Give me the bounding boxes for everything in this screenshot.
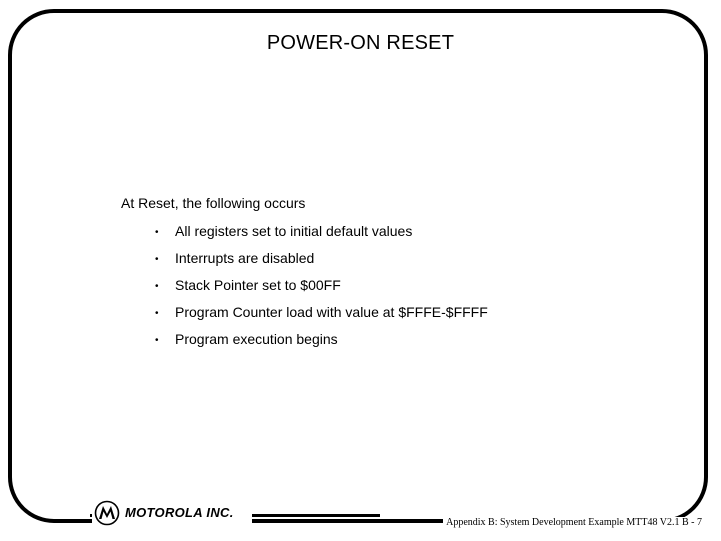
bullet-text: Interrupts are disabled — [175, 250, 315, 266]
bullet-dot: • — [155, 335, 159, 346]
bullet-text: All registers set to initial default values — [175, 223, 413, 239]
bullet-text: Stack Pointer set to $00FF — [175, 277, 341, 293]
bullet-list — [155, 222, 488, 357]
footer-caption: Appendix B: System Development Example MTT48 V2.1 B - 7 — [443, 517, 702, 528]
motorola-batwing-icon — [94, 500, 120, 526]
bullet-dot: • — [155, 254, 159, 265]
bullet-text: Program Counter load with value at $FFFE-$FFFF — [175, 304, 488, 320]
bullet-dot: • — [155, 227, 159, 238]
list-item — [155, 249, 488, 276]
logo-text: MOTOROLA INC. — [125, 505, 234, 520]
motorola-logo — [92, 500, 252, 528]
list-item — [155, 330, 488, 357]
intro-text: At Reset, the following occurs — [121, 195, 306, 211]
bullet-text: Program execution begins — [175, 331, 338, 347]
list-item — [155, 303, 488, 330]
list-item — [155, 222, 488, 249]
bullet-dot: • — [155, 308, 159, 319]
list-item — [155, 276, 488, 303]
slide-title: POWER-ON RESET — [266, 32, 455, 54]
bullet-dot: • — [155, 281, 159, 292]
